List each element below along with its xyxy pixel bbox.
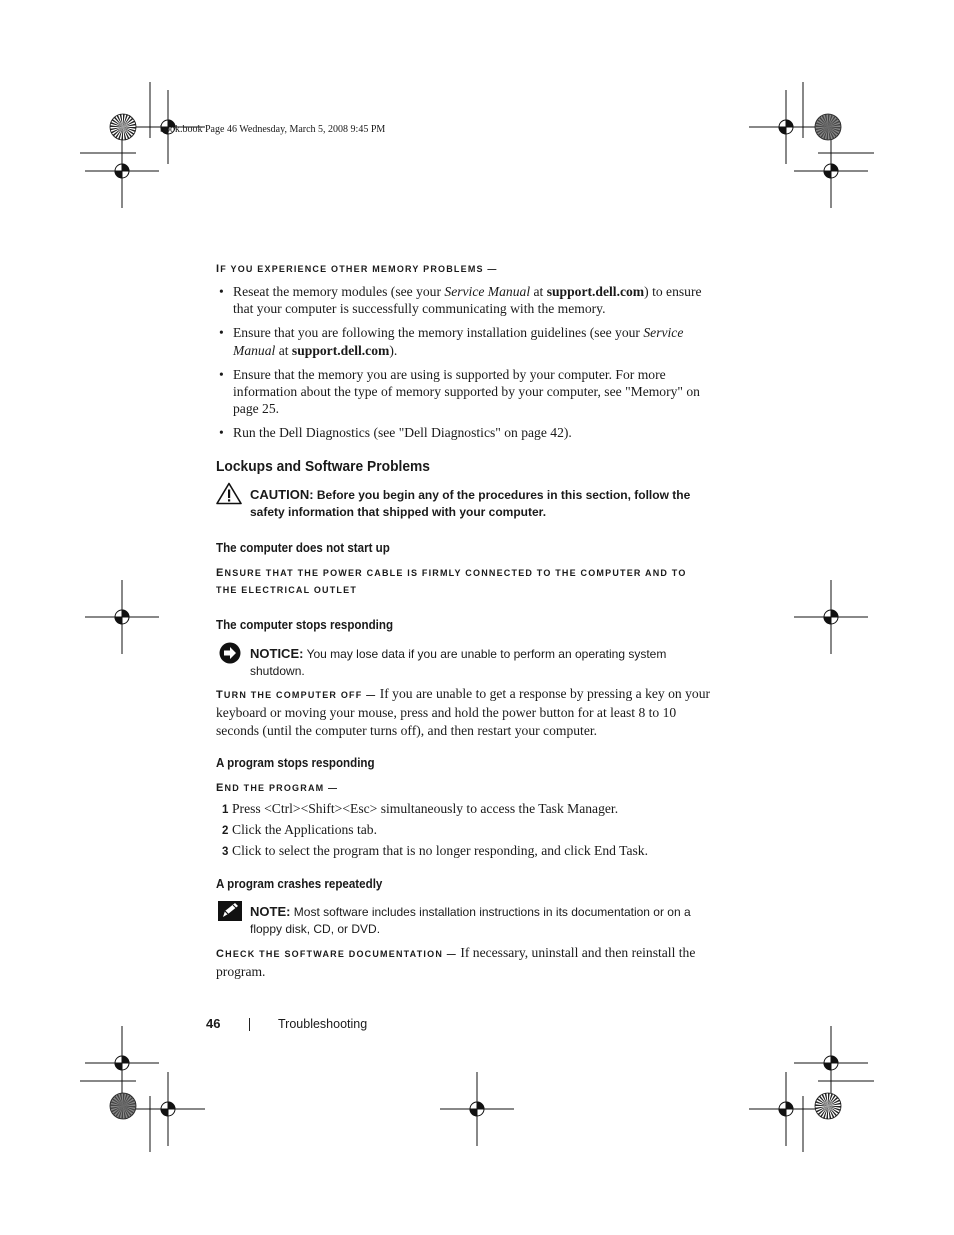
registration-target — [749, 1072, 823, 1146]
step-item: 1 Press <Ctrl><Shift><Esc> simultaneously to access the Task Manager. — [222, 801, 619, 816]
registration-target — [85, 134, 159, 208]
notice-text: You may lose data if you are unable to perform an operating system shutdown. — [250, 647, 667, 678]
memory-bullet-list — [216, 283, 716, 448]
stops-paragraph — [216, 685, 716, 739]
no-start-instruction-line-1: ENSURE THAT THE POWER CABLE IS FIRMLY CONNECTED TO THE COMPUTER AND TO — [216, 567, 687, 579]
note-box — [250, 903, 720, 938]
registration-star-target — [815, 114, 841, 140]
step-item: 2 Click the Applications tab. — [222, 822, 377, 837]
registration-target — [794, 580, 868, 654]
caution-text: Before you begin any of the procedures in this section, follow the safety information that shipped with your computer. — [250, 488, 691, 519]
end-program-lead: END THE PROGRAM — — [216, 782, 339, 794]
section-title: Lockups and Software Problems — [216, 458, 430, 475]
crashes-heading: A program crashes repeatedly — [216, 877, 383, 891]
registration-target — [794, 134, 868, 208]
no-start-heading: The computer does not start up — [216, 541, 390, 555]
note-label: NOTE: — [250, 904, 291, 919]
footer-section-name: Troubleshooting — [278, 1017, 368, 1031]
notice-arrow-icon — [219, 642, 241, 664]
caution-label: CAUTION: — [250, 487, 314, 502]
crashes-paragraph — [216, 944, 716, 981]
caution-box — [250, 486, 720, 521]
program-stops-heading: A program stops responding — [216, 756, 375, 770]
check-docs-lead: CHECK THE SOFTWARE DOCUMENTATION — — [216, 948, 457, 960]
registration-target — [440, 1072, 514, 1146]
note-text: Most software includes installation instructions in its documentation or on a floppy disk, CD, or DVD. — [250, 905, 691, 936]
stops-heading: The computer stops responding — [216, 618, 394, 632]
list-item: • Run the Dell Diagnostics (see "Dell Diagnostics" on page 42). — [219, 425, 572, 441]
registration-target — [131, 1072, 205, 1146]
registration-target — [794, 1026, 868, 1100]
memory-problems-heading: IF YOU EXPERIENCE OTHER MEMORY PROBLEMS — — [216, 263, 498, 275]
print-header-line: book.book Page 46 Wednesday, March 5, 2008 9:45 PM — [160, 124, 386, 135]
registration-star-target — [815, 1093, 841, 1119]
footer-divider — [249, 1018, 250, 1031]
note-pencil-icon — [218, 901, 242, 921]
list-item: • Ensure that you are following the memory installation guidelines (see your Service Manual at support.dell.com). — [219, 325, 684, 358]
list-item: • Reseat the memory modules (see your Service Manual at support.dell.com) to ensure that your computer is successfully communicating with the memory. — [219, 284, 702, 317]
registration-star-target — [110, 114, 136, 140]
turn-off-lead: TURN THE COMPUTER OFF — — [216, 689, 377, 701]
notice-box — [250, 645, 720, 680]
crashes-body: If necessary, uninstall and then reinstall the program. — [216, 945, 696, 980]
step-item: 3 Click to select the program that is no longer responding, and click End Task. — [222, 843, 648, 858]
registration-star-target — [110, 1093, 136, 1119]
caution-triangle-icon — [216, 482, 242, 505]
registration-target — [749, 90, 823, 164]
notice-label: NOTICE: — [250, 646, 304, 661]
no-start-instruction-line-2: THE ELECTRICAL OUTLET — [216, 585, 358, 595]
registration-target — [85, 580, 159, 654]
page-number: 46 — [206, 1016, 221, 1031]
stops-body: If you are unable to get a response by pressing a key on your keyboard or moving your mouse, press and hold the power button for at least 8 to 10 seconds (until the computer turns off), and then restart your computer. — [216, 686, 711, 738]
registration-target — [85, 1026, 159, 1100]
program-steps-list — [216, 799, 716, 862]
list-item: • Ensure that the memory you are using is supported by your computer. For more information about the type of memory supported by your computer, see "Memory" on page 25. — [219, 366, 700, 417]
